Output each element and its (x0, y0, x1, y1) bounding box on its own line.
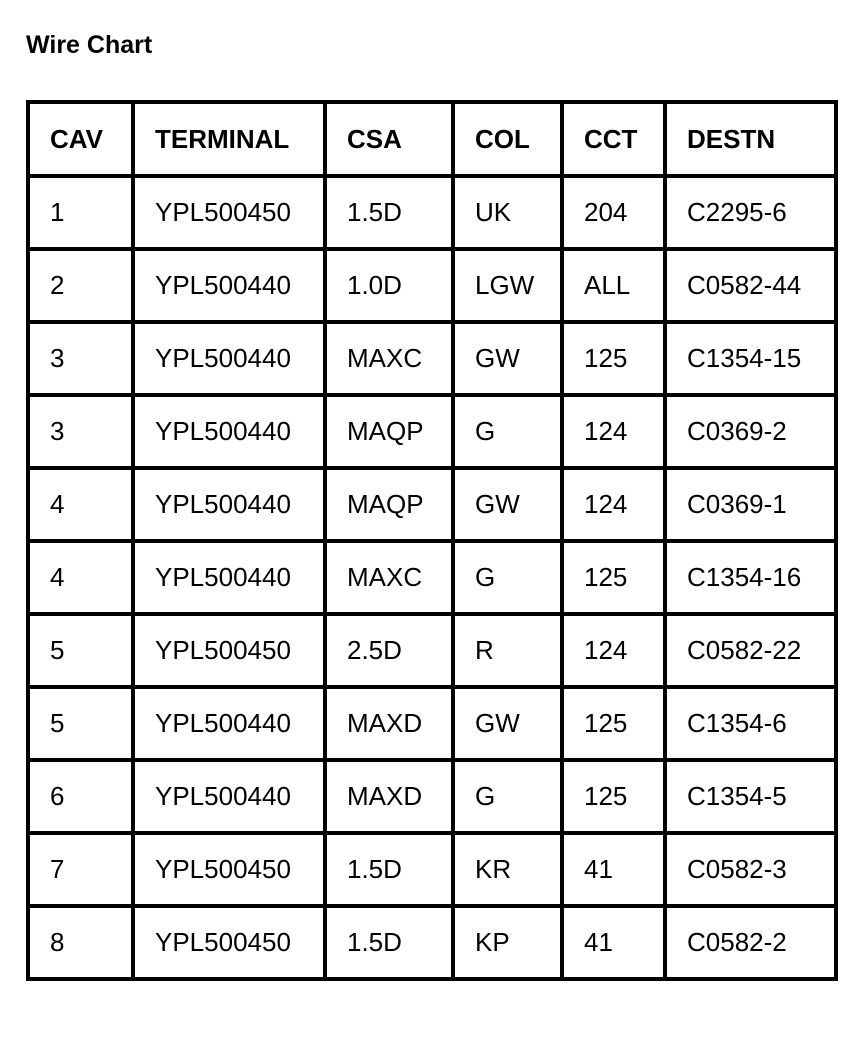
cell-csa: 1.0D (325, 249, 453, 322)
cell-terminal: YPL500450 (133, 176, 325, 249)
cell-col: R (453, 614, 562, 687)
cell-col: KR (453, 833, 562, 906)
cell-destn: C0582-3 (665, 833, 836, 906)
cell-col: GW (453, 687, 562, 760)
cell-cct: 124 (562, 468, 665, 541)
cell-csa: 1.5D (325, 176, 453, 249)
cell-col: UK (453, 176, 562, 249)
table-row (28, 833, 836, 906)
cell-cav: 3 (28, 322, 133, 395)
table-row (28, 395, 836, 468)
cell-destn: C0369-2 (665, 395, 836, 468)
cell-cav: 4 (28, 468, 133, 541)
cell-col: G (453, 541, 562, 614)
header-csa: CSA (325, 102, 453, 176)
cell-cct: 125 (562, 541, 665, 614)
table-row (28, 614, 836, 687)
table-row (28, 541, 836, 614)
cell-terminal: YPL500440 (133, 395, 325, 468)
cell-terminal: YPL500450 (133, 906, 325, 979)
header-cct: CCT (562, 102, 665, 176)
cell-cct: 125 (562, 322, 665, 395)
cell-destn: C1354-6 (665, 687, 836, 760)
cell-csa: MAXC (325, 322, 453, 395)
cell-destn: C0582-44 (665, 249, 836, 322)
cell-col: G (453, 760, 562, 833)
cell-destn: C0582-2 (665, 906, 836, 979)
header-terminal: TERMINAL (133, 102, 325, 176)
cell-cct: 124 (562, 614, 665, 687)
cell-destn: C2295-6 (665, 176, 836, 249)
cell-cct: ALL (562, 249, 665, 322)
cell-csa: MAXD (325, 687, 453, 760)
cell-col: G (453, 395, 562, 468)
wire-chart-table (26, 100, 838, 981)
cell-terminal: YPL500440 (133, 541, 325, 614)
cell-cct: 125 (562, 760, 665, 833)
table-row (28, 760, 836, 833)
cell-csa: MAXC (325, 541, 453, 614)
cell-csa: 2.5D (325, 614, 453, 687)
cell-cct: 41 (562, 906, 665, 979)
cell-csa: 1.5D (325, 833, 453, 906)
cell-terminal: YPL500440 (133, 249, 325, 322)
cell-cav: 2 (28, 249, 133, 322)
table-row (28, 687, 836, 760)
cell-cct: 41 (562, 833, 665, 906)
table-row (28, 249, 836, 322)
table-row (28, 468, 836, 541)
cell-cav: 7 (28, 833, 133, 906)
cell-cct: 124 (562, 395, 665, 468)
cell-csa: MAQP (325, 468, 453, 541)
table-row (28, 906, 836, 979)
cell-cav: 4 (28, 541, 133, 614)
cell-col: LGW (453, 249, 562, 322)
cell-col: GW (453, 322, 562, 395)
cell-destn: C1354-15 (665, 322, 836, 395)
cell-cav: 5 (28, 614, 133, 687)
cell-col: KP (453, 906, 562, 979)
cell-terminal: YPL500450 (133, 833, 325, 906)
cell-cav: 3 (28, 395, 133, 468)
cell-cct: 204 (562, 176, 665, 249)
page-title: Wire Chart (26, 31, 153, 59)
cell-col: GW (453, 468, 562, 541)
cell-terminal: YPL500450 (133, 614, 325, 687)
cell-cav: 8 (28, 906, 133, 979)
cell-csa: 1.5D (325, 906, 453, 979)
cell-destn: C0369-1 (665, 468, 836, 541)
table-header-row (28, 102, 836, 176)
header-col: COL (453, 102, 562, 176)
cell-cav: 5 (28, 687, 133, 760)
cell-csa: MAQP (325, 395, 453, 468)
cell-terminal: YPL500440 (133, 760, 325, 833)
cell-cav: 1 (28, 176, 133, 249)
cell-terminal: YPL500440 (133, 687, 325, 760)
cell-destn: C1354-5 (665, 760, 836, 833)
header-cav: CAV (28, 102, 133, 176)
cell-destn: C0582-22 (665, 614, 836, 687)
table-row (28, 176, 836, 249)
cell-terminal: YPL500440 (133, 468, 325, 541)
cell-destn: C1354-16 (665, 541, 836, 614)
cell-csa: MAXD (325, 760, 453, 833)
cell-cct: 125 (562, 687, 665, 760)
table-row (28, 322, 836, 395)
cell-cav: 6 (28, 760, 133, 833)
header-destn: DESTN (665, 102, 836, 176)
cell-terminal: YPL500440 (133, 322, 325, 395)
